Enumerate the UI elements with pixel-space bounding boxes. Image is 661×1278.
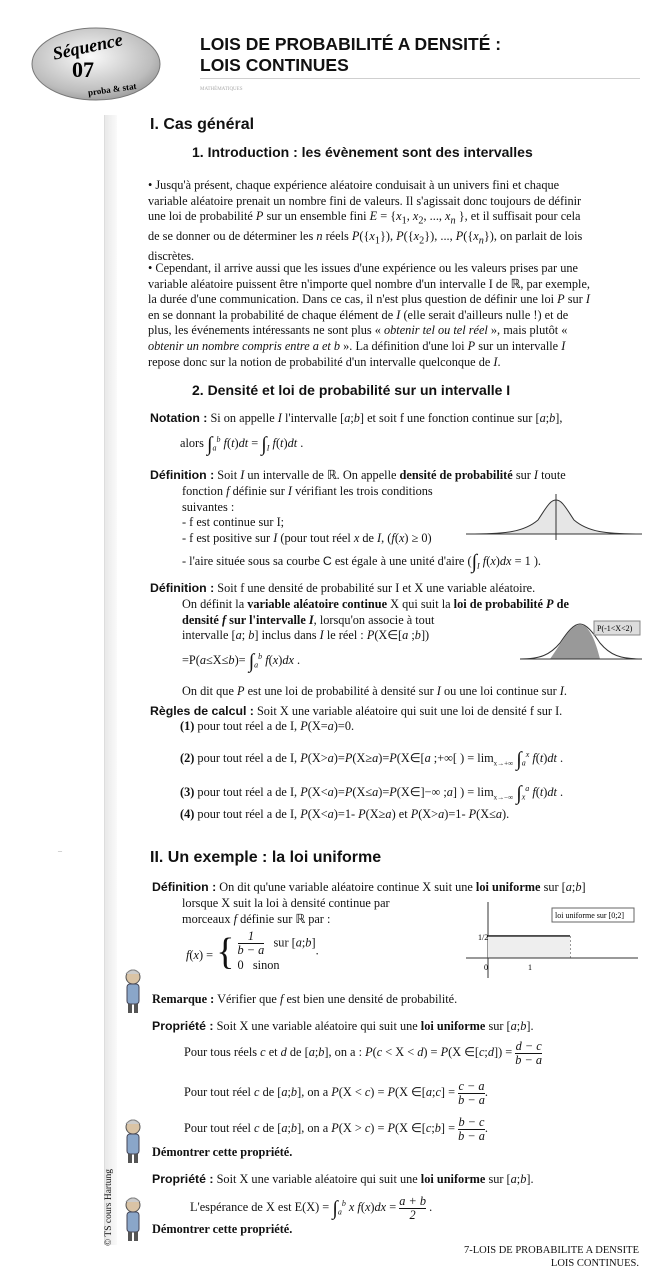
header-rule: MATHÉMATIQUES [200, 78, 640, 83]
demo-prompt-1: Démontrer cette propriété. [152, 1145, 293, 1159]
section-heading-1: I. Cas général [150, 116, 255, 133]
uniform-graph [466, 902, 638, 980]
uniform-density-formula: f(x) = { $\frac{1}{b - a}$ sur [a;b] 0 sinon . [186, 929, 319, 973]
probability-area-graph [520, 613, 642, 669]
section-heading-2: II. Un exemple : la loi uniforme [150, 849, 382, 866]
subsection-1: 1. Introduction : les évènement sont des intervalles [192, 144, 533, 160]
subsection-2: 2. Densité et loi de probabilité sur un intervalle I [192, 382, 511, 398]
graph-label: P(-1<X<2) [597, 624, 633, 633]
property-uniform-formulas: Pour tous réels c et d de [a;b], on a : P(c < X < d) = P(X ∈[c;d]) = $\frac{d - c}{b - a}$ Pour tout réel c de [a;b], on a P(X < c) = P(X ∈[a;c] = $\frac{c - a}{b - a}$ . Pour tout réel c de [a;b], on a P(X > c) = P(X ∈[c;b] = $\frac{b - c}{b - a}$ . [184, 1038, 543, 1143]
professor-avatar-icon [120, 968, 146, 1014]
page-footer: 7-LOIS DE PROBABILITE A DENSITE LOIS CONTINUES. [464, 1245, 639, 1269]
definition-continuous-variable: Définition : Soit f une densité de probabilité sur I et X une variable aléatoire. [150, 581, 536, 595]
demo-prompt-2: Démontrer cette propriété. [152, 1222, 293, 1236]
property-uniform-expectation: Propriété : Soit X une variable aléatoire qui suit une loi uniforme sur [a;b]. [152, 1172, 534, 1186]
intro-paragraph-2: • Cependant, il arrive aussi que les issues d'une expérience ou les valeurs prises par une variable aléatoire puissent être n'importe quel nombre d'un intervalle I de ℝ, par exemple, la durée d'une communication. Dans ce cas, il n'est plus question de définir une loi P sur I en se donnant la probabilité de chaque élément de I (elle serait d'ailleurs nulle !) et de plus, les événements intéressants ne sont plus « obtenir tel ou tel réel », mais plutôt « obtenir un nombre compris entre a et b ». La définition d'une loi P sur un intervalle I repose donc sur la notion de probabilité d'un intervalle quelconque de I. [148, 261, 591, 369]
tick-1: 1 [528, 963, 532, 972]
remark: Remarque : Vérifier que f est bien une densité de probabilité. [152, 992, 458, 1006]
badge-word: Séquence [50, 29, 125, 64]
page-spine [104, 115, 117, 1245]
badge-number: 07 [72, 57, 94, 82]
property-uniform-probabilities: Propriété : Soit X une variable aléatoire qui suit une loi uniforme sur [a;b]. [152, 1019, 534, 1033]
margin-mark: – [58, 846, 62, 855]
professor-avatar-icon [120, 1118, 146, 1164]
tick-0: 0 [484, 963, 488, 972]
professor-avatar-icon [120, 1196, 146, 1242]
definition-uniform: Définition : On dit qu'une variable aléatoire continue X suit une loi uniforme sur [a;b] [152, 880, 586, 894]
definition-continuous-body: On définit la variable aléatoire continue X qui suit la loi de probabilité P de densité f sur l'intervalle I, lorsqu'on associe à tout intervalle [a; b] inclus dans I le réel : P(X∈[a ;b]) $=P(a\le X\le b)= \int_a^b$ f(x)dx . On dit que P est une loi de probabilité à densité sur I ou une loi continue sur I. [182, 597, 569, 699]
definition-density-area: - l'aire située sous sa courbe C est égale à une unité d'aire ($\int_I$ f(x)dx = 1 ). [182, 551, 541, 574]
notation-block: Notation : Si on appelle I l'intervalle [a;b] et soit f une fonction continue sur [a;b], [150, 411, 563, 425]
badge-sub: proba & stat [87, 80, 138, 98]
definition-density: Définition : Soit I un intervalle de ℝ. On appelle densité de probabilité sur I toute [150, 468, 566, 482]
definition-density-body: fonction f définie sur I vérifiant les trois conditions suivantes : - f est continue sur I; - f est positive sur I (pour tout réel x de I, (f(x) ≥ 0) [182, 484, 433, 545]
bell-curve-graph [466, 492, 642, 542]
calc-rules: Règles de calcul : Soit X une variable aléatoire qui suit une loi de densité f sur I. [150, 704, 563, 718]
expectation-formula: L'espérance de X est $E(X) = \int_a^b$ x f(x)dx = $\frac{a + b}{2}$ . [190, 1193, 433, 1222]
calc-rules-list: (1) pour tout réel a de I, P(X=a)=0. (2) pour tout réel a de I, P(X>a)=P(X≥a)=P(X∈[a ;+∞[ ) = $\lim_{x\to+\infty} \int_a^x$ f(t)dt . (3) pour tout réel a de I, P(X<a)=P(X≤a)=P(X∈]−∞ ;a] ) = $\lim_{x\to-\infty} \int_x^a$ f(t)dt . (4) pour tout réel a de I, P(X<a)=1- P(X≥a) et P(X>a)=1- P(X≤a). [180, 719, 564, 821]
tick-half: 1/2 [478, 933, 489, 942]
intro-paragraph-1: • Jusqu'à présent, chaque expérience aléatoire conduisait à un univers fini et chaque variable aléatoire prenait un nombre fini de valeurs. Il s'agissait donc toujours de définir une loi de probabilité P sur un ensemble fini $E = \{x_1$, $x_2$, ..., $x_n$ }, et il suffisait pour cela de se donner ou de déterminer les n réels $P(\{x_1\})$, $P(\{x_2\})$, ..., $P(\{x_n\})$, on parlait de lois discrètes. [148, 178, 583, 264]
definition-uniform-body: lorsque X suit la loi à densité continue par morceaux f définie sur ℝ par : [182, 896, 390, 926]
notation-formula: alors $\int_a^b$ $f(t)dt = \int_I$ f(t)dt . [180, 433, 304, 456]
sequence-badge [30, 24, 162, 102]
copyright-vertical: © TS cours Hartung [104, 1169, 114, 1246]
page-title: LOIS DE PROBABILITÉ A DENSITÉ : LOIS CONTINUES [200, 34, 502, 75]
uniform-graph-label: loi uniforme sur [0;2] [555, 911, 625, 920]
